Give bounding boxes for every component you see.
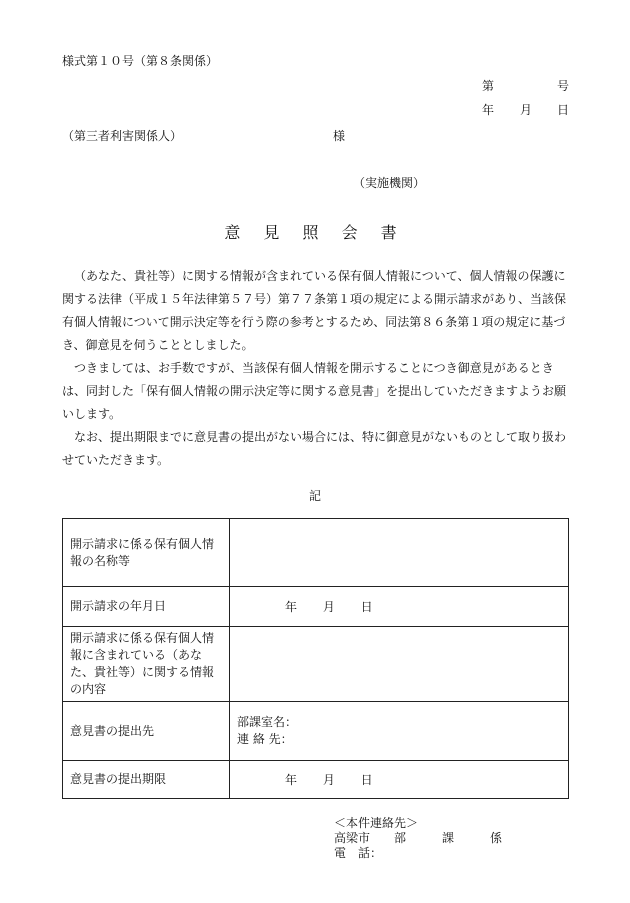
- table-row: [63, 519, 569, 587]
- info-table: [62, 518, 569, 799]
- row-value-info-name[interactable]: [230, 519, 569, 587]
- contact-line-phone: 電 話：: [334, 846, 383, 860]
- date-day: 日: [557, 103, 570, 117]
- contact-header: ＜本件連絡先＞: [334, 816, 419, 830]
- date-year: 年: [482, 103, 495, 117]
- row-label-deadline: 意見書の提出期限: [63, 761, 230, 799]
- doc-number-prefix: 第: [482, 79, 495, 93]
- row-value-deadline[interactable]: 年 月 日: [230, 761, 569, 799]
- paragraph-3: なお、提出期限までに意見書の提出がない場合には、特に御意見がないものとして取り扱わせていただきます。: [62, 430, 567, 467]
- row-label-submit-to: 意見書の提出先: [63, 702, 230, 761]
- addressee-label: （第三者利害関係人）: [62, 129, 183, 143]
- row-label-request-date: 開示請求の年月日: [63, 587, 230, 627]
- paragraph-1: （あなた、貴社等）に関する情報が含まれている保有個人情報について、個人情報の保護に関する法律（平成１５年法律第５７号）第７７条第１項の規定による開示請求があり、当該保有個人情報について開示決定等を行う際の参考とするため、同法第８６条第１項の規定に基づき、御意見を伺うこととしました。: [62, 269, 567, 352]
- table-row: [63, 587, 569, 627]
- submit-to-contact: 連 絡 先：: [237, 732, 293, 746]
- contact-block: [334, 816, 502, 861]
- table-row: [63, 627, 569, 702]
- addressee-honorific: 様: [333, 129, 346, 143]
- ki-marker: 記: [308, 489, 321, 503]
- table-row: [63, 761, 569, 799]
- table-row: [63, 702, 569, 761]
- row-label-info-content: 開示請求に係る保有個人情報に含まれている（あなた、貴社等）に関する情報の内容: [63, 627, 230, 702]
- row-value-submit-to[interactable]: [230, 702, 569, 761]
- row-value-request-date[interactable]: 年 月 日: [230, 587, 569, 627]
- date-month: 月: [520, 103, 533, 117]
- submit-to-dept: 部課室名：: [237, 715, 298, 729]
- contact-line-dept: 高梁市 部 課 係: [334, 831, 503, 845]
- doc-number-suffix: 号: [557, 79, 570, 93]
- row-label-info-name: 開示請求に係る保有個人情報の名称等: [63, 519, 230, 587]
- body-text: [62, 265, 574, 472]
- paragraph-2: つきましては、お手数ですが、当該保有個人情報を開示することにつき御意見があるときは、同封した「保有個人情報の開示決定等に関する意見書」を提出していただきますようお願いします。: [62, 361, 567, 421]
- form-number: 様式第１０号（第８条関係）: [62, 54, 219, 68]
- page-title: 意 見 照 会 書: [224, 223, 406, 242]
- row-value-info-content[interactable]: [230, 627, 569, 702]
- issuer: （実施機関）: [353, 176, 426, 190]
